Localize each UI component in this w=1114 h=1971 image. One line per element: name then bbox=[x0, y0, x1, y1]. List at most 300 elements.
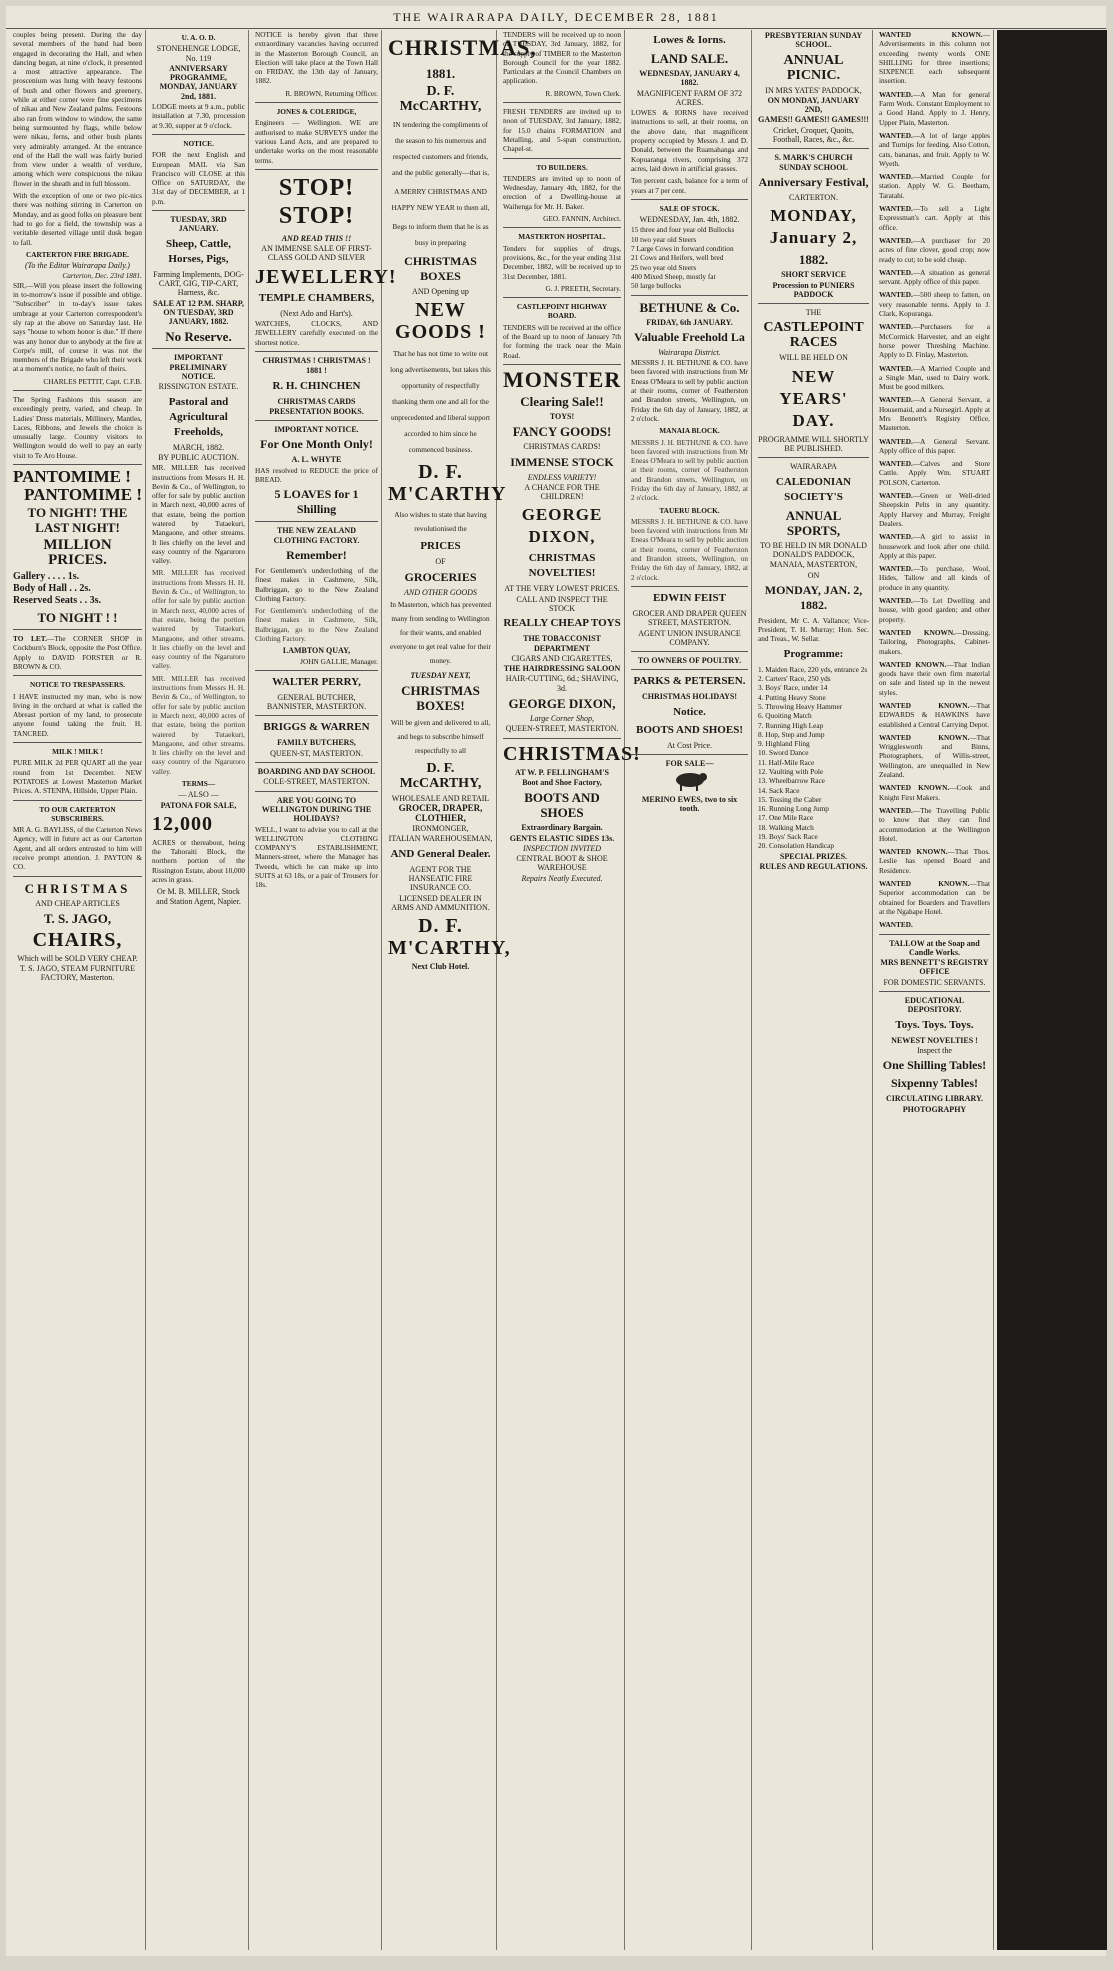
also-line: — ALSO — bbox=[178, 790, 219, 800]
divider bbox=[152, 134, 245, 135]
divider bbox=[631, 754, 748, 755]
sheep-sub: Farming Implements, DOG-CART, GIG, TIP-CART, Harness, &c. bbox=[153, 269, 244, 298]
jewellery-heading: JEWELLERY! bbox=[255, 265, 397, 288]
wanted-ad-heading: WANTED. bbox=[879, 920, 913, 930]
wanted-ad-text: —Cook and Knight First Makers. bbox=[879, 783, 990, 802]
scan-edge bbox=[997, 30, 1107, 1950]
lodge-heading: U. A. O. D. bbox=[181, 33, 216, 42]
event-item: 11. Half-Mile Race bbox=[758, 757, 815, 767]
wanted-ad-text: —A Married Couple and a Single Man, used to Dairy work. Must be good milkers. bbox=[879, 363, 990, 392]
divider bbox=[503, 297, 621, 298]
wanted-ad-text: —A girl to assist in housework and look after one child. Apply at this paper. bbox=[879, 532, 990, 560]
divider bbox=[631, 586, 748, 587]
wanted-ad-heading: WANTED. bbox=[879, 290, 913, 300]
queen-street: QUEEN-ST, MASTERTON. bbox=[270, 748, 363, 758]
wanted-ad-text: —The Travelling Public to know that they can find accommodation at the Wellington Hotel. bbox=[879, 805, 990, 843]
mccarthy-heading-4: D. F. M'CARTHY, bbox=[388, 915, 511, 960]
builders-heading: TO BUILDERS. bbox=[536, 162, 588, 172]
tobacco-line: THE TOBACCONIST DEPARTMENT bbox=[523, 634, 601, 653]
wanted-ad-text: —That Indian goods have their own firm material on sale and listed up in the newest styles. bbox=[879, 659, 990, 697]
taueru-body: MESSRS J. H. BETHUNE & CO. have been favored with instructions from Mr Eneas O'Meara to sell by public auction at their rooms, corner of Featherston and Brandon streets, Wellington, on Friday the 6th day of January, 1882, at 2 o'clock. bbox=[631, 516, 748, 582]
hospital-body: Tenders for supplies of drugs, provisions, &c., for the year ending 31st December, 1882, will be received up to 31st December, 1881. bbox=[503, 243, 621, 281]
jones-body: Engineers — Wellington. WE are authorised to make SURVEYS under the various Land Acts, and are prepared to undertake works on the most reasonable terms. bbox=[255, 118, 378, 165]
bennett-heading: MRS BENNETT'S REGISTRY OFFICE bbox=[880, 958, 989, 977]
jago-heading: T. S. JAGO, bbox=[43, 910, 112, 926]
event-item: 18. Walking Match bbox=[758, 822, 814, 832]
wanted-ad-heading: WANTED KNOWN. bbox=[879, 879, 970, 889]
manaia-body: MESSRS J. H. BETHUNE & CO. have been favored with instructions from Mr Eneas O'Meara to sell by public auction at their rooms, corner of Featherston and Brandon streets, Wellington, on Friday the 6th day of January, 1882, at 2 o'clock. bbox=[631, 437, 748, 503]
merino-line: MERINO EWES, two to six tooth. bbox=[641, 794, 738, 813]
wanted-ad bbox=[879, 564, 990, 592]
divider bbox=[255, 102, 378, 103]
wanted-ad-heading: WANTED. bbox=[879, 805, 913, 815]
stock-item: 7 Large Cows in forward condition bbox=[631, 244, 734, 254]
cards-line: CHRISTMAS CARDS bbox=[277, 396, 356, 406]
wanted-ad-text: —That Superior accommodation can be obtained for Boarders and Travellers at the Ngahape Hotel. bbox=[879, 879, 990, 916]
briggs-heading: BRIGGS & WARREN bbox=[263, 721, 370, 734]
new-goods-heading: NEW GOODS ! bbox=[395, 299, 486, 344]
event-item: 16. Running Long Jump bbox=[758, 804, 829, 814]
wanted-ad-heading: WANTED. bbox=[879, 564, 913, 574]
stock-item: 21 Cows and Heifers, well bred bbox=[631, 253, 724, 263]
terms-heading: TERMS— bbox=[181, 779, 216, 788]
poultry-heading: TO OWNERS OF POULTRY. bbox=[637, 656, 742, 666]
election-notice: NOTICE is hereby given that three extraordinary vacancies having occurred in the Masterton Borough Council, an Election will take place at the Town Hall on FRIDAY, the 13th day of January, 1882. bbox=[255, 30, 378, 86]
the-line: THE bbox=[805, 308, 822, 318]
iron-line: IRONMONGER, bbox=[412, 824, 469, 834]
tonight-heading-2: TO NIGHT ! ! bbox=[37, 610, 118, 626]
freehold-heading: Valuable Freehold La bbox=[634, 329, 745, 344]
jones-heading: JONES & COLERIDGE, bbox=[276, 107, 357, 117]
holidays-line: CHRISTMAS HOLIDAYS! bbox=[641, 692, 738, 702]
price-reserved: Reserved Seats . . 3s. bbox=[13, 595, 102, 607]
tuesday-line: TUESDAY, 3RD JANUARY. bbox=[170, 215, 227, 234]
wanted-ads bbox=[879, 30, 990, 930]
event-item: 2. Carters' Race, 250 yds bbox=[758, 674, 831, 684]
event-item: 5. Throwing Heavy Hammer bbox=[758, 701, 843, 711]
feist-heading: EDWIN FEIST bbox=[652, 591, 727, 604]
italian-line: ITALIAN WAREHOUSEMAN, bbox=[388, 834, 493, 844]
wanted-ad-heading: WANTED. bbox=[879, 89, 913, 99]
masterton-text: In Masterton, which has prevented many from sending to Wellington for their wants, and enabled everyone to get real value for their money. bbox=[389, 599, 492, 665]
boarding-heading: BOARDING AND DAY SCHOOL bbox=[257, 767, 376, 777]
lowes-heading: Lowes & Iorns. bbox=[653, 34, 726, 46]
wanted-ad-text: —Green or Well-dried Sheepskin Pelts in any quantity. Apply Harvey and Murray, Freight Dealers. bbox=[879, 491, 990, 528]
divider bbox=[255, 762, 378, 763]
wanted-ad-heading: WANTED KNOWN. bbox=[879, 701, 970, 710]
wanted-ad-heading: WANTED. bbox=[879, 130, 913, 140]
milk-heading: MILK ! MILK ! bbox=[52, 747, 103, 757]
agent-line: AGENT FOR THE HANSEATIC FIRE INSURANCE CO. bbox=[408, 864, 473, 893]
service-line: SHORT SERVICE bbox=[781, 270, 846, 280]
tallow-line: TALLOW at the Soap and Candle Works. bbox=[889, 938, 980, 957]
wairarapa-line: WAIRARAPA bbox=[790, 462, 837, 472]
gallie-line: JOHN GALLIE, Manager. bbox=[300, 656, 378, 666]
merry-christmas: A MERRY CHRISTMAS AND HAPPY NEW YEAR to them all, bbox=[391, 187, 490, 212]
wanted-ad-heading: WANTED. bbox=[879, 532, 913, 542]
price-gallery: Gallery . . . . 1s. bbox=[13, 571, 80, 583]
wanted-ad-heading: WANTED. bbox=[879, 204, 913, 214]
one-month-heading: For One Month Only! bbox=[260, 437, 373, 452]
wanted-ad-text: —To purchase, Wool, Hides, Tallow and all kinds of produce in any quantity. bbox=[879, 564, 990, 592]
divider bbox=[758, 303, 869, 304]
hospital-secretary: G. J. PREETH, Secretary. bbox=[545, 283, 621, 293]
trespass-heading: NOTICE TO TRESPASSERS. bbox=[30, 680, 125, 690]
other-goods: AND OTHER GOODS bbox=[404, 587, 477, 597]
pantomime-heading-2: PANTOMIME ! bbox=[24, 485, 142, 505]
on-line: ON bbox=[807, 570, 820, 580]
wanted-ad-text: —That Wrigglesworth and Binns, Photographers, of Willis-street, Wellington, are unequalled in New Zealand. bbox=[879, 732, 990, 780]
wanted-ad bbox=[879, 920, 990, 929]
boots-shoes: BOOTS AND SHOES! bbox=[636, 723, 743, 736]
divider bbox=[13, 742, 142, 743]
advert-text: That he has not time to write out long advertisements, but takes this opportunity of respectfully thanking them one and all for the unprecedented and liberal support accorded to him since he commenced business. bbox=[390, 349, 491, 455]
column-4 bbox=[385, 30, 537, 1950]
article-intro: couples being present. During the day several members of the band had been engaged in decorating the Hall, and when dancing began, at nine o'clock, it presented a most attractive appearance. The proscenium was hung with heavy festoons of bush and other flowers and greenery, while at either corner were fine specimens of nikau and New Zealand palms. Festoons also ran from window to window, the same being surmounted by flags, while below were nikau, ferns, and other bush plants very admirably arranged. At the entrance end of the Hall the wall was fairly buried from view under a wealth of verdure, among which were conspicuous the nikau flower in the sheath and in full blossom. bbox=[13, 30, 142, 188]
christmas-line: CHRISTMAS ! CHRISTMAS ! bbox=[262, 355, 371, 365]
boots-heading: BOOTS AND SHOES bbox=[524, 790, 600, 821]
milk-body: PURE MILK 2d PER QUART all the year round from 1st December. NEW POTATOES at Lowest Masterton Market Prices. A. STENPA, Hillside, Upper Plain. bbox=[13, 758, 142, 796]
fresh-tenders: FRESH TENDERS are invited up to noon of TUESDAY, 3rd January, 1882, for 15.0 chains FORMATION and Metalling, and 5-span construction, Chapel-st. bbox=[503, 107, 621, 154]
highway-heading: CASTLEPOINT HIGHWAY BOARD. bbox=[516, 302, 608, 321]
farm-line: MAGNIFICENT FARM OF 372 ACRES. bbox=[636, 88, 743, 107]
boxes-heading: CHRISTMAS BOXES bbox=[404, 254, 477, 283]
presents-line: AND CHEAP ARTICLES bbox=[35, 898, 120, 908]
games-line: GAMES!! GAMES!! GAMES!!! bbox=[758, 115, 869, 125]
stock-item: 50 large bullocks bbox=[631, 281, 682, 291]
wanted-ad bbox=[879, 660, 990, 697]
opening-line: AND Opening up bbox=[412, 287, 469, 296]
event-item: 17. One Mile Race bbox=[758, 813, 814, 823]
carterton-line: CARTERTON. bbox=[789, 192, 838, 202]
cigars-line: CIGARS AND CIGARETTES, bbox=[511, 653, 613, 663]
dixon-heading-2: GEORGE DIXON, bbox=[508, 696, 616, 712]
column-5 bbox=[500, 30, 641, 1950]
event-item: 6. Quoiting Match bbox=[758, 711, 812, 721]
grocer-line: GROCER AND DRAPER QUEEN STREET, MASTERTON. bbox=[632, 608, 747, 628]
boxes-heading-2: CHRISTMAS BOXES! bbox=[401, 683, 480, 714]
wanted-ad bbox=[879, 532, 990, 560]
wanted-ad-heading: WANTED. bbox=[879, 363, 913, 373]
wanted-ad-text: —A purchaser for 20 acres of fine clover, good crop; now ready to cut; to be sold cheap. bbox=[879, 235, 990, 264]
wanted-ad-text: —A General Servant. Apply office of this paper. bbox=[879, 436, 990, 455]
builders-body: TENDERS are invited up to noon of Wednesday, January 4th, 1882, for the erection of a Dwelling-house at Waihenga for Mr. H. Baker. bbox=[503, 173, 621, 211]
divider bbox=[255, 715, 378, 716]
lodge-sub: STONEHENGE LODGE, No. 119 bbox=[156, 44, 241, 63]
general-dealer: AND General Dealer. bbox=[390, 847, 491, 860]
events-list bbox=[758, 665, 869, 851]
tuesday-next: TUESDAY NEXT, bbox=[410, 670, 471, 680]
wanted-ad bbox=[879, 628, 990, 656]
stock-item: 25 two year old Steers bbox=[631, 262, 697, 272]
column-1 bbox=[10, 30, 146, 1950]
toys-heading: Toys. Toys. Toys. bbox=[895, 1018, 974, 1031]
christmas-heading: CHRISTMAS, bbox=[388, 35, 537, 60]
novelties-line: NEWEST NOVELTIES ! bbox=[891, 1035, 978, 1045]
divider bbox=[255, 420, 378, 421]
temple-sub: (Next Ado and Hart's). bbox=[280, 308, 353, 318]
wanted-ad-text: —Dressing, Tailoring, Photographs, Cabinet-makers. bbox=[879, 627, 990, 656]
estate-body-cont-2: MR. MILLER has received instructions from Messrs H. H. Bevin & Co., of Wellington, to offer for sale by public auction in March next, 40,000 acres of that estate, being the portion watered by Tutaekuri, Mangaone, and other streams. It lies chiefly on the level and easy country of the Ngaruroro valley. bbox=[152, 673, 245, 776]
lowest-line: AT THE VERY LOWEST PRICES. bbox=[504, 584, 620, 594]
repairs-line: Repairs Neatly Executed. bbox=[521, 873, 603, 883]
wanted-ad-text: —Advertisements in this column not exceeding twenty words ONE SHILLING for three insertions; SIXPENCE each subsequent insertion. bbox=[879, 30, 990, 86]
of-line: OF bbox=[435, 557, 446, 567]
read-line: AND READ THIS !! bbox=[281, 233, 352, 243]
event-item: 20. Consolation Handicap bbox=[758, 841, 834, 851]
divider bbox=[13, 876, 142, 877]
divider bbox=[255, 791, 378, 792]
column-2 bbox=[149, 30, 249, 1950]
fancy-heading: FANCY GOODS! bbox=[512, 424, 612, 440]
brigade-letter: SIR,—Will you please insert the following in to-morrow's issue if possible and oblige. "Subscriber" in to-day's issue takes umbrage at your Carterton correspondent's sly rap at the above on Saturday last. He says "house to whom honor is due." If there was any honor due to anybody at the fire at Corpe's mill, of course it was not the members of the Brigade who left their work at a moment's notice, no fault of theirs. bbox=[13, 280, 142, 374]
wanted-ad-text: —500 sheep to fatten, on very reasonable terms. Apply to J. Clark, Kopuranga. bbox=[879, 290, 990, 319]
event-item: 15. Tossing the Caber bbox=[758, 794, 822, 804]
chance-line: A CHANCE FOR THE CHILDREN! bbox=[524, 482, 600, 502]
lodge-body: LODGE meets at 9 a.m., public installation at 7.30, procession at 9.30, supper at 9 o'clock. bbox=[152, 102, 245, 130]
wanted-ad bbox=[879, 437, 990, 456]
estate-body: MR. MILLER has received instructions from Messrs H. H. Bevin & Co., of Wellington, to offer for sale by public auction in March next, 40,000 acres of that estate, being the portion watered by Tutaekuri, Mangaone, and other streams. It lies chiefly on the level and easy country of the Ngaruroro valley. bbox=[152, 463, 245, 566]
groceries-line: GROCERIES bbox=[404, 569, 477, 584]
invited-line: INSPECTION INVITED bbox=[523, 843, 601, 853]
divider bbox=[503, 227, 621, 228]
wanted-ad-text: —A lot of large apples and Turnips for feeding. Also Cotton, cats, bananas, and fruit. Apply to W. Wyeth. bbox=[879, 130, 990, 168]
fellingham-line: AT W. P. FELLINGHAM'S bbox=[515, 767, 609, 777]
whyte-name: A. L. WHYTE bbox=[291, 455, 342, 465]
mccarthy-heading: D. F. McCARTHY, bbox=[399, 84, 482, 114]
wanted-ad bbox=[879, 90, 990, 127]
sports-heading: ANNUAL SPORTS, bbox=[785, 507, 842, 538]
wanted-ad-heading: WANTED. bbox=[879, 172, 913, 182]
column-3 bbox=[252, 30, 397, 1950]
patona-heading: PATONA FOR SALE, bbox=[160, 800, 237, 810]
parks-heading: PARKS & PETERSEN. bbox=[633, 675, 746, 688]
paddock-line-2: TO BE HELD IN MR DONALD DONALD'S PADDOCK, bbox=[760, 540, 867, 559]
notice-body: FOR the next English and European MAIL via San Francisco will CLOSE at this Office on SATURDAY, the 31st day of DECEMBER, at 1 p.m. bbox=[152, 150, 245, 206]
endless-line: ENDLESS VARIETY! bbox=[527, 472, 597, 482]
notice-heading: NOTICE. bbox=[183, 138, 214, 148]
toys-line: TOYS! bbox=[549, 411, 575, 421]
event-item: 3. Boys' Race, under 14 bbox=[758, 683, 828, 693]
presby-heading: PRESBYTERIAN SUNDAY SCHOOL. bbox=[764, 31, 863, 50]
novelties-heading: CHRISTMAS NOVELTIES! bbox=[528, 552, 596, 580]
sale-heading: SALE AT 12 P.M. SHARP, ON TUESDAY, 3RD JANUARY, 1882. bbox=[153, 298, 244, 327]
procession-line: Procession to PUNIERS PADDOCK bbox=[772, 280, 855, 299]
temple-heading: TEMPLE CHAMBERS, bbox=[258, 291, 375, 304]
wanted-ad-heading: WANTED KNOWN. bbox=[879, 732, 970, 742]
chairs-sub: Which will be SOLD VERY CHEAP. bbox=[17, 953, 138, 963]
family-butchers: FAMILY BUTCHERS, bbox=[277, 738, 356, 748]
divider bbox=[13, 629, 142, 630]
divider bbox=[631, 295, 748, 296]
newyears-heading: NEW YEARS' DAY. bbox=[779, 366, 848, 430]
licensed-line: LICENSED DEALER IN ARMS AND AMMUNITION. bbox=[391, 893, 490, 912]
wanted-ad bbox=[879, 395, 990, 432]
auction-line: BY PUBLIC AUCTION. bbox=[158, 452, 239, 462]
wanted-ad bbox=[879, 131, 990, 168]
chinchen-heading: R. H. CHINCHEN bbox=[272, 379, 361, 392]
tonight-heading: TO NIGHT! THE LAST NIGHT! bbox=[27, 505, 128, 536]
wanted-ad bbox=[879, 879, 990, 916]
wanted-ad-text: —A Man for general Farm Work. Constant Employment to a Good Hand. Apply to J. Henry, Upper Plain, Masterton. bbox=[879, 89, 990, 127]
event-item: 13. Wheelbarrow Race bbox=[758, 776, 825, 786]
revolution-text: Also wishes to state that having revolutionised the bbox=[394, 510, 487, 534]
divider bbox=[13, 390, 142, 391]
wanted-ad-heading: WANTED. bbox=[879, 459, 913, 469]
notice-heading: Notice. bbox=[673, 705, 706, 718]
wanted-ad-heading: WANTED KNOWN. bbox=[879, 659, 947, 669]
friday-line: FRIDAY, 6th JANUARY. bbox=[646, 317, 733, 327]
article-para: With the exception of one or two pic-nics there was nothing stirring in Carterton on Monday, and as good folks on pleasure bent had to go for a field, the township was a veritable deserted village until dusk began to fall. bbox=[13, 191, 142, 247]
letter-signature: CHARLES PETTIT, Capt. C.F.B. bbox=[43, 376, 142, 386]
loaves-line: 5 LOAVES for 1 Shilling bbox=[274, 487, 359, 517]
estate-body-cont: MR. MILLER has received instructions from Messrs H. H. Bevin & Co., of Wellington, to offer for sale by public auction in March next, 40,000 acres of that estate, being the portion watered by Tutaekuri, Mangaone, and other streams. It lies chiefly on the level and easy country of the Ngaruroro valley. bbox=[152, 568, 245, 671]
wholesale-line: WHOLESALE AND RETAIL bbox=[391, 794, 490, 804]
prices-line: PRICES bbox=[420, 540, 461, 553]
brigade-date: Carterton, Dec. 23rd 1881. bbox=[62, 271, 142, 281]
divider bbox=[152, 210, 245, 211]
divider bbox=[503, 364, 621, 365]
no-reserve: No Reserve. bbox=[165, 329, 232, 345]
fashion-notice: The Spring Fashions this season are exceedingly pretty, varied, and cheap. In Ladies' Dress materials, Millinery, Mantles, Laces, Ribbons, and Jewels the choice is unusually large. Country visitors to Wellington would do well to pay an early visit to Te Aro House. bbox=[13, 394, 142, 460]
divider bbox=[758, 457, 869, 458]
highway-body: TENDERS will be received at the office of the Board up to noon of January 7th for forming the track near the Main Road. bbox=[503, 322, 621, 360]
year-heading: 1881. bbox=[425, 66, 456, 81]
festival-heading: Anniversary Festival, bbox=[758, 174, 869, 189]
domestic-line: FOR DOMESTIC SERVANTS. bbox=[883, 977, 986, 987]
columns bbox=[10, 30, 1102, 1950]
column-7 bbox=[755, 30, 873, 1950]
wanted-ad bbox=[879, 172, 990, 200]
inspect-line: Inspect the bbox=[917, 1045, 952, 1055]
masthead: THE WAIRARAPA DAILY, DECEMBER 28, 1881 bbox=[6, 6, 1106, 29]
divider bbox=[13, 464, 142, 465]
hair-line: THE HAIRDRESSING SALOON bbox=[503, 664, 621, 674]
cole-street: COLE-STREET, MASTERTON. bbox=[263, 777, 370, 787]
wanted-ad-text: —Purchasers for a McCormick Harvester, and an eight horse power Threshing Machine. Apply to D. Finlay, Masterton. bbox=[879, 322, 990, 360]
event-item: 4. Putting Heavy Stone bbox=[758, 692, 826, 702]
stop-heading: STOP! STOP! bbox=[278, 174, 355, 229]
queen-street: QUEEN-STREET, MASTERTON. bbox=[505, 724, 619, 734]
terms-text: Ten percent cash, balance for a term of years at 7 per cent. bbox=[631, 176, 748, 195]
wanted-ad-text: —That Thos. Leslie has opened Board and Residence. bbox=[879, 847, 990, 875]
town-clerk: R. BROWN, Town Clerk. bbox=[545, 88, 621, 98]
paddock-line: IN MRS YATES' PADDOCK, bbox=[765, 85, 862, 95]
inspect-line: CALL AND INSPECT THE STOCK bbox=[516, 594, 608, 613]
event-item: 9. Highland Fling bbox=[758, 739, 810, 749]
wanted-ad bbox=[879, 701, 990, 729]
event-item: 19. Boys' Sack Race bbox=[758, 832, 818, 842]
chairs-heading: CHAIRS, bbox=[32, 928, 123, 951]
event-item: 8. Hop, Step and Jump bbox=[758, 729, 825, 739]
manaia-line: MANAIA, MASTERTON, bbox=[769, 560, 858, 570]
wanted-ad-text: —Calves and Store Cattle. Apply Wm. STUART POLSON, Carterton. bbox=[879, 459, 990, 487]
wanted-ad-heading: WANTED. bbox=[879, 235, 913, 245]
divider bbox=[503, 738, 621, 739]
subscribers-heading: TO OUR CARTERTON SUBSCRIBERS. bbox=[39, 804, 116, 823]
divider bbox=[503, 102, 621, 103]
sixpenny-tables: Sixpenny Tables! bbox=[890, 1076, 979, 1091]
immense-line: AN IMMENSE SALE OF FIRST-CLASS GOLD AND SILVER bbox=[261, 244, 372, 263]
tolet-body: —The CORNER SHOP in Cockburn's Block, opposite the Post Office. Apply to DAVID FORSTER or R. BROWN & CO. bbox=[13, 634, 142, 671]
tenders-text: TENDERS will be received up to noon of TUESDAY, 3rd January, 1882, for the supply of TIMBER to the Masterton Borough Council for the year 1882. Particulars at the Council Chambers on application. bbox=[503, 30, 621, 86]
divider bbox=[255, 670, 378, 671]
tolet-heading: TO LET. bbox=[13, 634, 47, 644]
wanted-ad-text: —To Let Dwelling and house, with good garden; and other property. bbox=[879, 596, 990, 624]
reduce-line: HAS resolved to REDUCE the price of BREAD. bbox=[255, 465, 378, 485]
books-line: PRESENTATION BOOKS. bbox=[269, 406, 364, 416]
hospital-heading: MASTERTON HOSPITAL. bbox=[518, 232, 606, 242]
will-line: WILL BE HELD ON bbox=[779, 353, 848, 363]
published-line: PROGRAMME WILL SHORTLY BE PUBLISHED. bbox=[758, 434, 869, 454]
programme-heading: Programme: bbox=[783, 647, 844, 660]
wanted-ad bbox=[879, 364, 990, 392]
divider bbox=[631, 669, 748, 670]
divider bbox=[631, 651, 748, 652]
wanted-ad-text: —A General Servant, a Housemaid, and a Nursegirl. Apply at Mrs Bennett's Registry Office, Masterton. bbox=[879, 395, 990, 433]
trespass-body: I HAVE instructed my man, who is now living in the orchard at what is called the Abreast portion of my land, to prosecute anyone found taking the fruit. H. TANCRED. bbox=[13, 691, 142, 738]
officers-text: President, Mr C. A. Vallance; Vice-President, T. H. Murray; Hon. Sec. and Treas., W. Sellar. bbox=[758, 615, 869, 644]
divider bbox=[879, 934, 990, 935]
divider bbox=[758, 148, 869, 149]
wednesday-line-2: WEDNESDAY, Jan. 4th, 1882. bbox=[639, 215, 740, 225]
picnic-heading: ANNUAL PICNIC. bbox=[783, 52, 844, 83]
rules-heading: RULES AND REGULATIONS. bbox=[759, 861, 868, 871]
million-prices: MILLION PRICES. bbox=[43, 537, 112, 569]
for-sale: FOR SALE— bbox=[665, 759, 714, 769]
event-item: 7. Running High Leap bbox=[758, 720, 824, 730]
freehold-sub: Wairarapa District. bbox=[658, 347, 721, 357]
jago-signature: T. S. JAGO, STEAM FURNITURE FACTORY, Masterton. bbox=[19, 964, 136, 983]
wishes-text: IN tendering the compliments of the season to his numerous and respected customers and friends, and the public generally—that is, bbox=[391, 120, 490, 177]
wanted-ad-text: —Married Couple for station. Apply W. G. Beetham, Taratahi. bbox=[879, 172, 990, 200]
clothing-factory: THE NEW ZEALAND CLOTHING FACTORY. bbox=[273, 526, 360, 545]
tweeds-body: WELL, I want to advise you to call at the WELLINGTON CLOTHING COMPANY'S ESTABLISHMENT, Manners-street, where the Manager has Tweeds, which he can make up into SUITS at 63 18s, or a pair of Trousers for 18s. bbox=[255, 824, 378, 890]
wanted-ad-heading: WANTED. bbox=[879, 491, 913, 501]
special-prizes: SPECIAL PRIZES. bbox=[779, 851, 848, 861]
event-item: 12. Vaulting with Pole bbox=[758, 766, 824, 776]
column-8 bbox=[876, 30, 994, 1950]
sheep-cut-icon bbox=[631, 769, 748, 793]
stock-item: 15 three and four year old Bullocks bbox=[631, 225, 735, 235]
wanted-ad-heading: WANTED KNOWN. bbox=[879, 783, 950, 793]
central-line: CENTRAL BOOT & SHOE WAREHOUSE bbox=[516, 854, 608, 873]
event-item: 14. Sack Race bbox=[758, 785, 800, 795]
wanted-ad bbox=[879, 30, 990, 86]
caledonian-heading: CALEDONIAN SOCIETY'S bbox=[775, 475, 852, 503]
stmark-heading: S. MARK'S CHURCH SUNDAY SCHOOL bbox=[774, 153, 853, 172]
estate-name: RISSINGTON ESTATE. bbox=[158, 382, 239, 392]
educational-heading: EDUCATIONAL DEPOSITORY. bbox=[904, 996, 965, 1015]
perry-sub: GENERAL BUTCHER, BANNISTER, MASTERTON. bbox=[266, 692, 367, 712]
price-body: Body of Hall . . 2s. bbox=[13, 583, 91, 595]
union-line: AGENT UNION INSURANCE COMPANY. bbox=[638, 628, 741, 647]
lambton-line: LAMBTON QUAY, bbox=[282, 646, 351, 656]
march-line: MARCH, 1882. bbox=[172, 442, 225, 452]
wanted-ad-text: —A situation as general servant. Apply office of this paper. bbox=[879, 267, 990, 287]
monday-line: ON MONDAY, JANUARY 2ND, bbox=[767, 95, 860, 115]
freehold-body: MESSRS J. H. BETHUNE & CO. have been favored with instructions from Mr Eneas O'Meara to sell by public auction at their rooms, corner of Featherston and Brandon streets, Wellington, on Friday the 6th day of January, 1882, at 2 o'clock. bbox=[631, 358, 748, 423]
mccarthy-heading-3: D. F. McCARTHY, bbox=[399, 761, 482, 792]
wanted-ad-heading: WANTED. bbox=[879, 596, 913, 606]
wanted-ad bbox=[879, 596, 990, 624]
divider bbox=[13, 800, 142, 801]
divider bbox=[255, 351, 378, 352]
wanted-ad bbox=[879, 806, 990, 843]
stock-item: 400 Mixed Sheep, mostly fat bbox=[631, 271, 716, 281]
wednesday-line: WEDNESDAY, JANUARY 4, 1882. bbox=[639, 69, 740, 88]
manaia-heading: MANAIA BLOCK. bbox=[659, 426, 720, 436]
